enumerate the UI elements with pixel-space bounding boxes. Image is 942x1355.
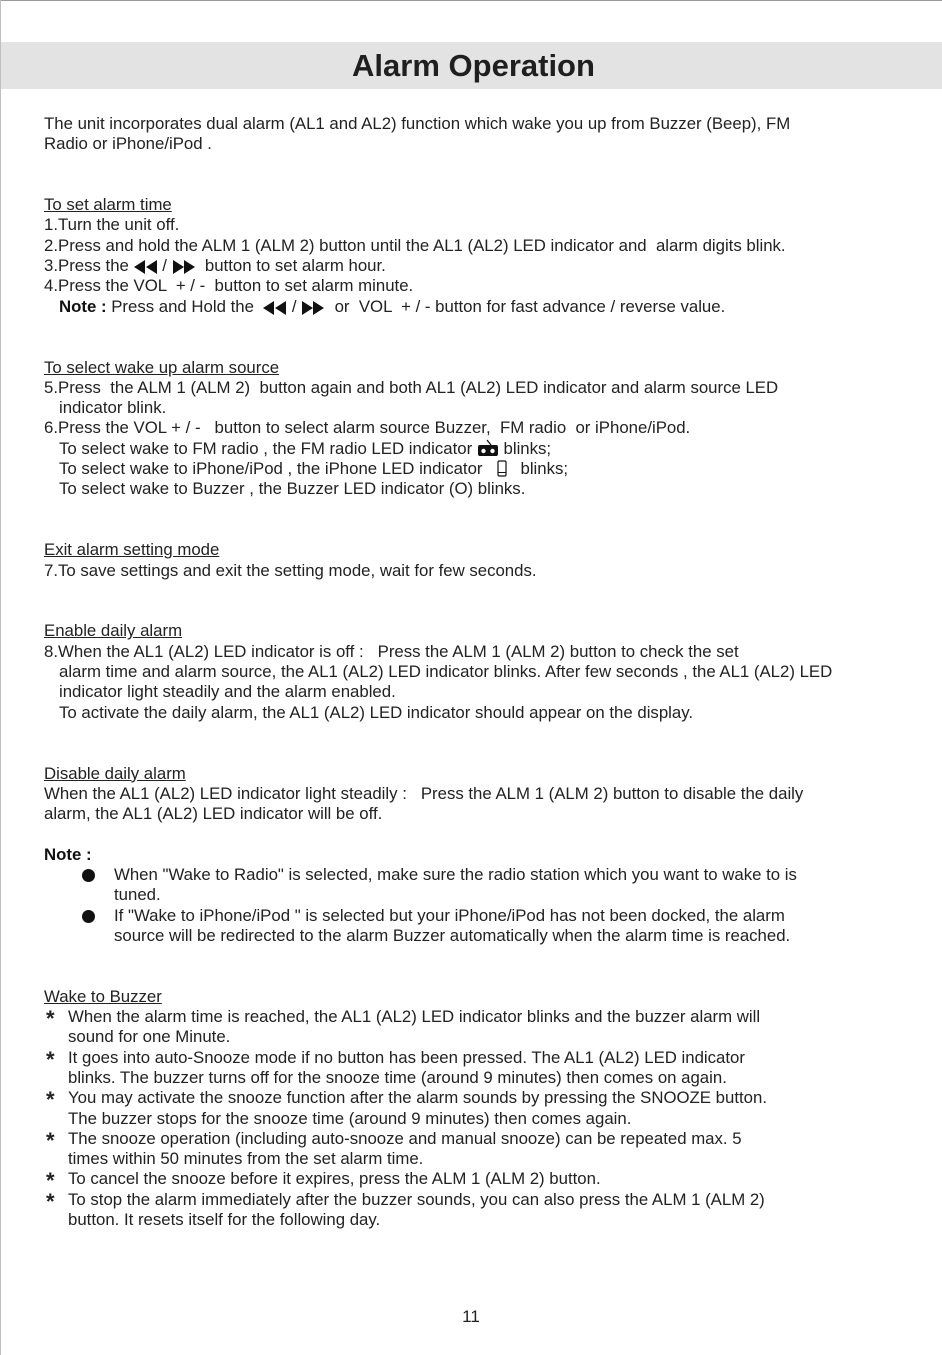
section-heading-enable: Enable daily alarm — [44, 621, 183, 641]
wake-buzzer-line: To select wake to Buzzer , the Buzzer LED indicator (O) blinks. — [59, 479, 526, 499]
step-8-cont-2: indicator light steadily and the alarm enabled. — [59, 682, 396, 702]
note-bullet-2-cont: source will be redirected to the alarm Buzzer automatically when the alarm time is reached. — [114, 925, 791, 945]
note-bullet-2: If "Wake to iPhone/iPod " is selected but your iPhone/iPod has not been docked, the alarm — [44, 906, 924, 926]
wake-fm-line: To select wake to FM radio , the FM radio LED indicator blinks; — [59, 438, 552, 458]
note-fast-advance: Note : Press and Hold the / or VOL + / - button for fast advance / reverse value. — [59, 296, 726, 316]
buzzer-item-4-cont: times within 50 minutes from the set alarm time. — [68, 1149, 424, 1169]
rewind-icon — [263, 301, 287, 315]
step-5-cont: indicator blink. — [59, 398, 167, 418]
buzzer-item-5: * To cancel the snooze before it expires, press the ALM 1 (ALM 2) button. — [46, 1168, 601, 1194]
asterisk-bullet: * — [46, 1087, 55, 1113]
disable-line-2: alarm, the AL1 (AL2) LED indicator will be off. — [44, 804, 383, 824]
buzzer-item-6-cont: button. It resets itself for the following day. — [68, 1210, 381, 1230]
section-heading-disable: Disable daily alarm — [44, 763, 186, 783]
buzzer-item-3: * You may activate the snooze function after the alarm sounds by pressing the SNOOZE button. — [46, 1087, 767, 1113]
radio-icon — [477, 439, 499, 457]
step-5: 5.Press the ALM 1 (ALM 2) button again and both AL1 (AL2) LED indicator and alarm source LED — [44, 377, 779, 397]
asterisk-bullet: * — [46, 1168, 55, 1194]
buzzer-symbol: (O) — [448, 479, 474, 499]
intro-line-2: Radio or iPhone/iPod . — [44, 134, 212, 154]
buzzer-item-3-cont: The buzzer stops for the snooze time (around 9 minutes) then comes again. — [68, 1108, 632, 1128]
iphone-icon — [497, 460, 507, 477]
buzzer-item-1: * When the alarm time is reached, the AL1 (AL2) LED indicator blinks and the buzzer alarm will — [46, 1006, 761, 1032]
section-heading-wake-buzzer: Wake to Buzzer — [44, 986, 162, 1006]
step-8-cont-3: To activate the daily alarm, the AL1 (AL2) LED indicator should appear on the display. — [59, 702, 694, 722]
buzzer-item-2-cont: blinks. The buzzer turns off for the snooze time (around 9 minutes) then comes on again. — [68, 1067, 727, 1087]
fast-forward-icon — [301, 301, 325, 315]
step-3: 3.Press the / button to set alarm hour. — [44, 256, 386, 276]
bullet-dot-icon — [82, 910, 95, 923]
buzzer-item-2: * It goes into auto-Snooze mode if no button has been pressed. The AL1 (AL2) LED indicator — [46, 1046, 745, 1072]
bullet-dot-icon — [82, 869, 95, 882]
page-number: 11 — [462, 1307, 480, 1326]
step-1: 1.Turn the unit off. — [44, 215, 180, 235]
section-heading-wake-source: To select wake up alarm source — [44, 357, 280, 377]
title-bar — [1, 42, 942, 89]
asterisk-bullet: * — [46, 1127, 55, 1153]
buzzer-item-4: * The snooze operation (including auto-snooze and manual snooze) can be repeated max. 5 — [46, 1127, 742, 1153]
step-7: 7.To save settings and exit the setting mode, wait for few seconds. — [44, 560, 537, 580]
step-6: 6.Press the VOL + / - button to select alarm source Buzzer, FM radio or iPhone/iPod. — [44, 418, 691, 438]
wake-iphone-line: To select wake to iPhone/iPod , the iPhone LED indicator blinks; — [59, 459, 569, 479]
section-heading-set-alarm-time: To set alarm time — [44, 195, 172, 215]
note-label: Note : — [44, 844, 92, 864]
note-bullet-1: When "Wake to Radio" is selected, make sure the radio station which you want to wake to is — [44, 865, 924, 885]
page-border-left — [0, 0, 1, 1355]
intro-line-1: The unit incorporates dual alarm (AL1 and AL2) function which wake you up from Buzzer (Beep), FM — [44, 114, 791, 133]
section-heading-exit: Exit alarm setting mode — [44, 540, 220, 560]
step-2: 2.Press and hold the ALM 1 (ALM 2) button until the AL1 (AL2) LED indicator and alarm digits blink. — [44, 235, 786, 255]
page-title: Alarm Operation — [352, 48, 595, 83]
step-8-cont-1: alarm time and alarm source, the AL1 (AL2) LED indicator blinks. After few seconds , the AL1 (AL2) LED — [59, 662, 833, 682]
buzzer-item-1-cont: sound for one Minute. — [68, 1027, 231, 1047]
page-border-top — [0, 0, 942, 1]
disable-line-1: When the AL1 (AL2) LED indicator light steadily : Press the ALM 1 (ALM 2) button to disable the daily — [44, 783, 804, 803]
asterisk-bullet: * — [46, 1188, 55, 1214]
manual-content — [44, 114, 924, 1230]
asterisk-bullet: * — [46, 1046, 55, 1072]
fast-forward-icon — [172, 260, 196, 274]
rewind-icon — [134, 260, 158, 274]
note-bullet-1-cont: tuned. — [114, 885, 161, 905]
buzzer-item-6: * To stop the alarm immediately after the buzzer sounds, you can also press the ALM 1 (ALM 2) — [46, 1188, 765, 1214]
step-8: 8.When the AL1 (AL2) LED indicator is off : Press the ALM 1 (ALM 2) button to check the set — [44, 641, 739, 661]
step-4: 4.Press the VOL + / - button to set alarm minute. — [44, 276, 414, 296]
asterisk-bullet: * — [46, 1006, 55, 1032]
